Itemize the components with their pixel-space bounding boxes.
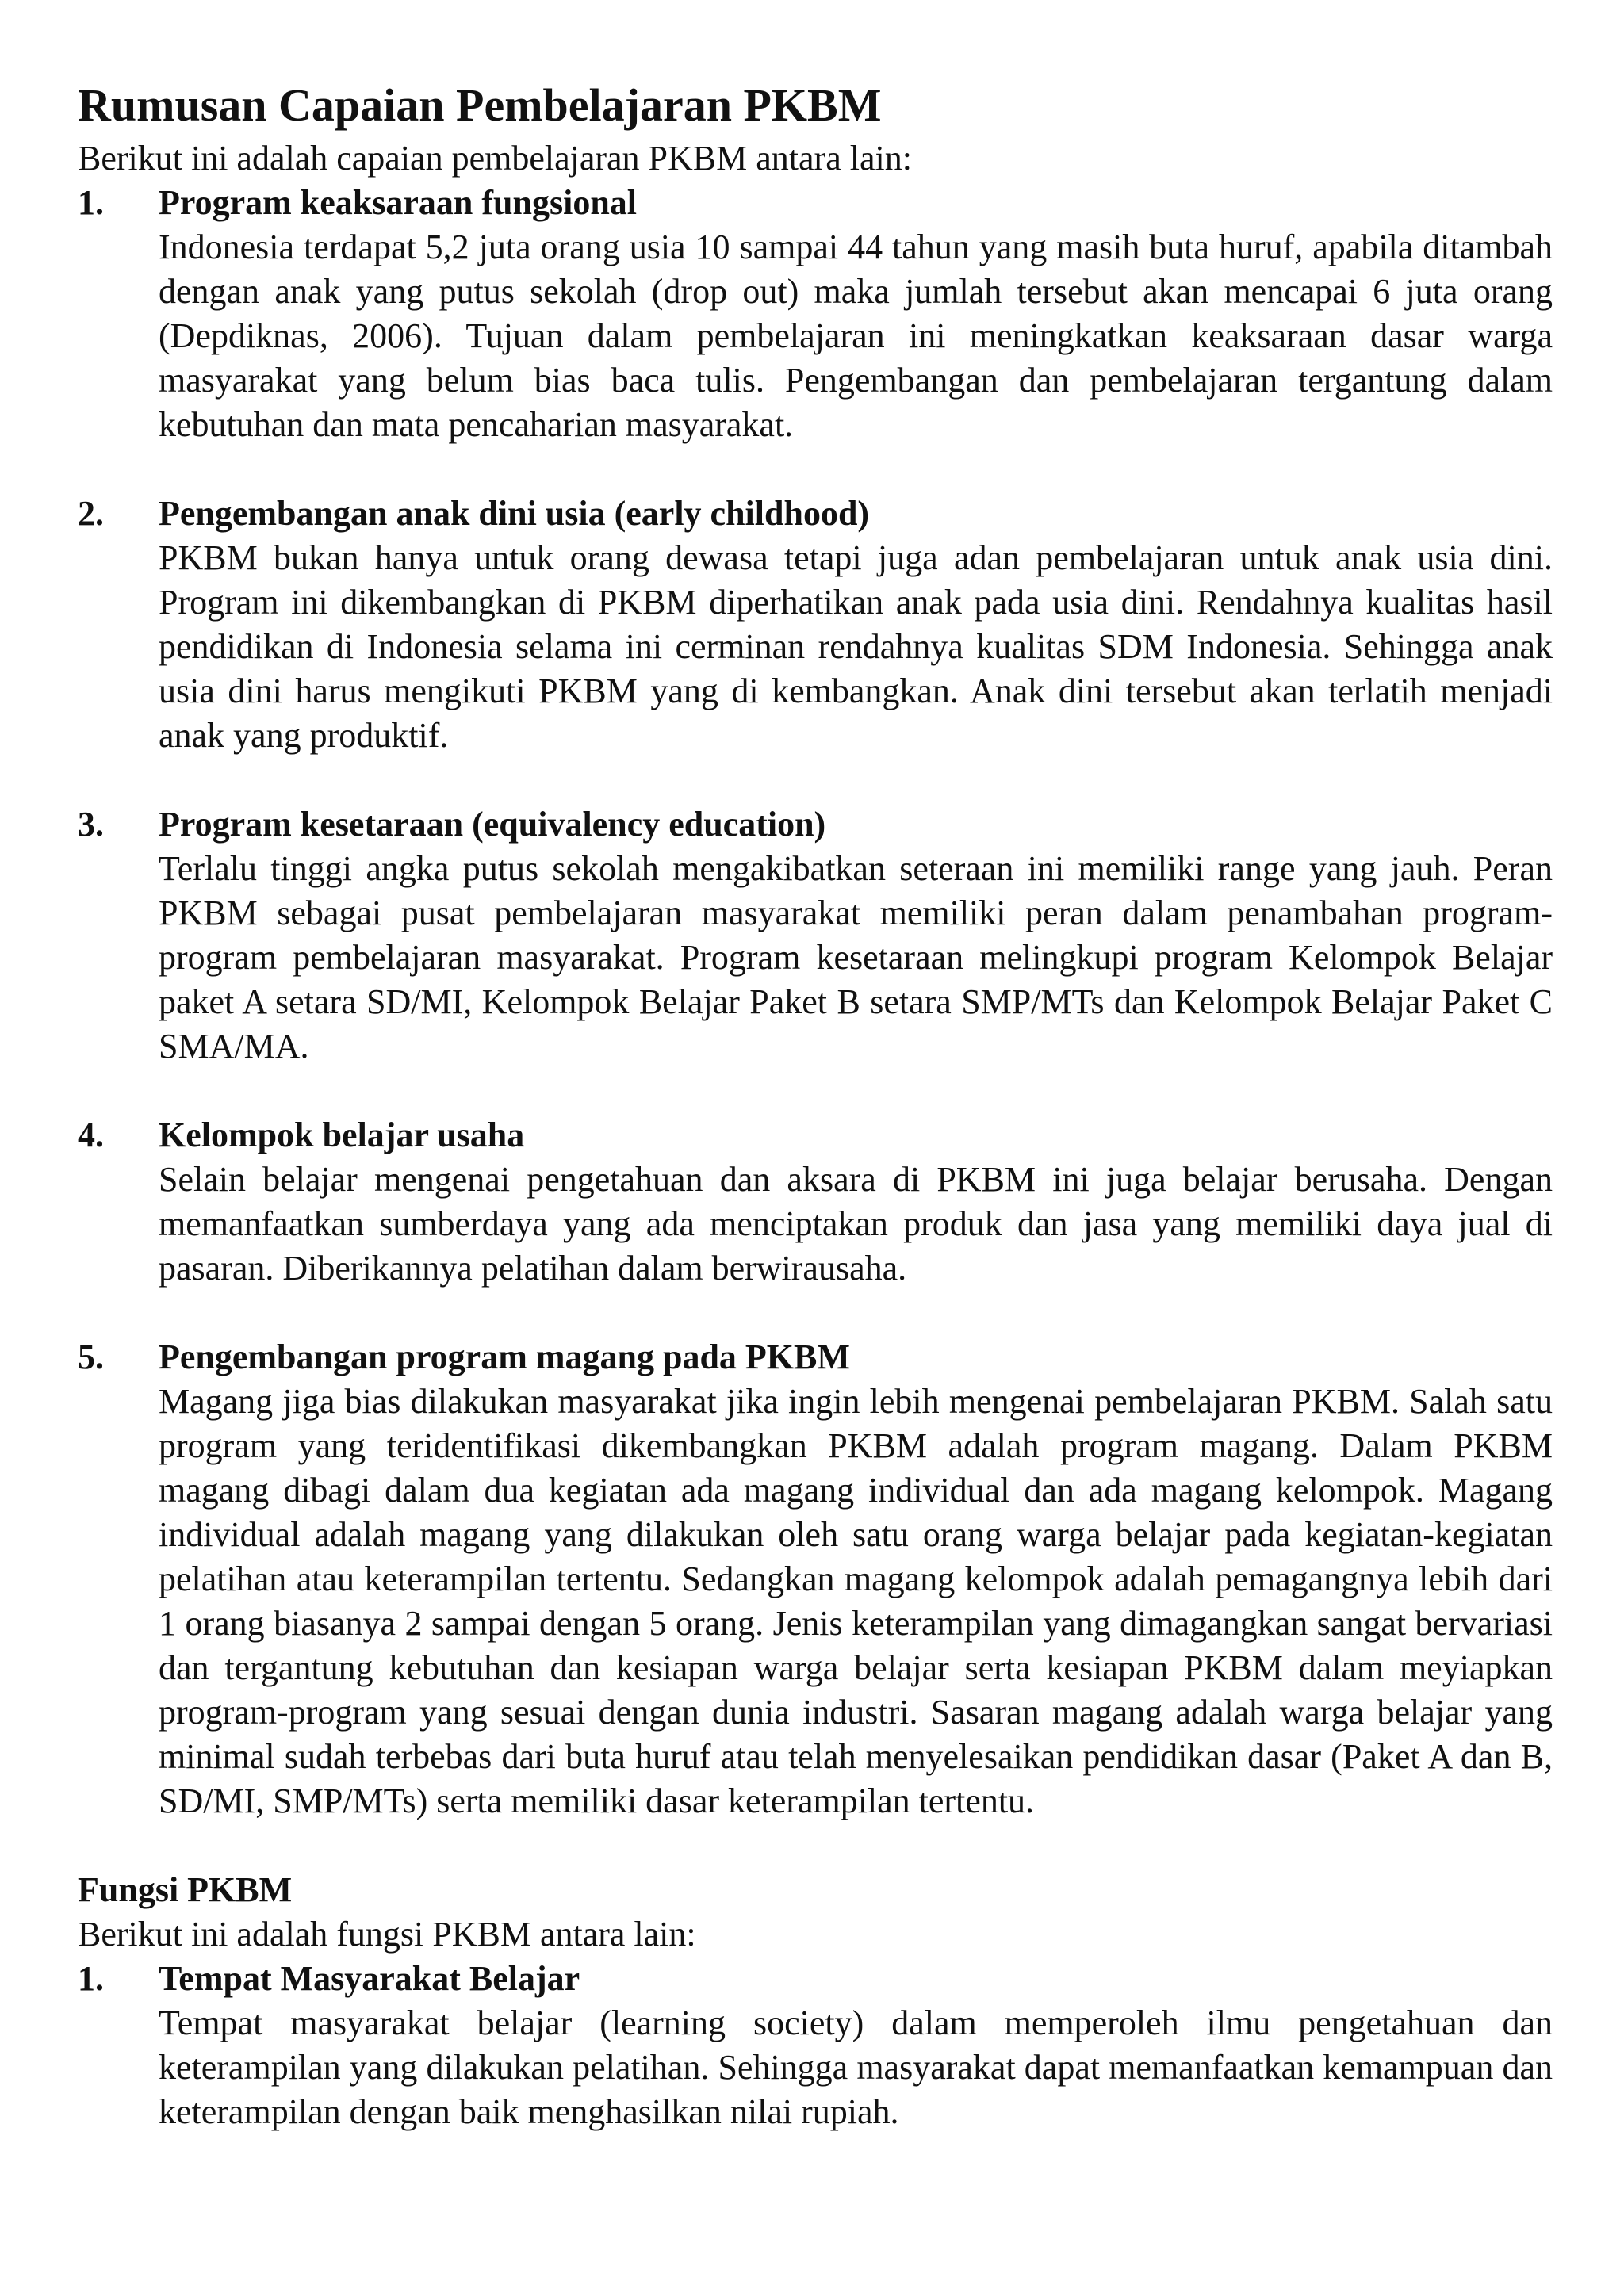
item-number: 1.: [78, 183, 104, 222]
item-heading: Program keaksaraan fungsional: [159, 183, 638, 222]
item-number: 5.: [78, 1337, 104, 1376]
item-heading: Kelompok belajar usaha: [159, 1115, 525, 1154]
item-body: Terlalu tinggi angka putus sekolah mengakibatkan seteraan ini memiliki range yang jauh. Peran PKBM sebagai pusat pembelajaran masyarakat memiliki peran dalam penambahan program-program pembelajaran masyarakat. Program kesetaraan melingkupi program Kelompok Belajar paket A setara SD/MI, Kelompok Belajar Paket B setara SMP/MTs dan Kelompok Belajar Paket C SMA/MA.: [159, 849, 1553, 1066]
item-body: Indonesia terdapat 5,2 juta orang usia 10 sampai 44 tahun yang masih buta huruf, apabila ditambah dengan anak yang putus sekolah (drop out) maka jumlah tersebut akan mencapai 6 juta orang (Depdiknas, 2006). Tujuan dalam pembelajaran ini meningkatkan keaksaraan dasar warga masyarakat yang belum bias baca tulis. Pengembangan dan pembelajaran tergantung dalam kebutuhan dan mata pencaharian masyarakat.: [159, 228, 1553, 444]
section-intro: Berikut ini adalah fungsi PKBM antara lain:: [78, 1915, 696, 1954]
item-body: Magang jiga bias dilakukan masyarakat jika ingin lebih mengenai pembelajaran PKBM. Salah satu program yang teridentifikasi dikembangkan PKBM adalah program magang. Dalam PKBM magang dibagi dalam dua kegiatan ada magang individual dan ada magang kelompok. Magang individual adalah magang yang dilakukan oleh satu orang warga belajar pada kegiatan-kegiatan pelatihan atau keterampilan tertentu. Sedangkan magang kelompok adalah pemagangnya lebih dari 1 orang biasanya 2 sampai dengan 5 orang. Jenis keterampilan yang dimagangkan sangat bervariasi dan tergantung kebutuhan dan kesiapan warga belajar serta kesiapan PKBM dalam meyiapkan program-program yang sesuai dengan dunia industri. Sasaran magang adalah warga belajar yang minimal sudah terbebas dari buta huruf atau telah menyelesaikan pendidikan dasar (Paket A dan B, SD/MI, SMP/MTs) serta memiliki dasar keterampilan tertentu.: [159, 1382, 1553, 1820]
item-number: 3.: [78, 805, 104, 844]
list-item: [78, 181, 1553, 447]
section-heading: Fungsi PKBM: [78, 1870, 293, 1909]
item-content: [159, 802, 1553, 1069]
list-item: [78, 1957, 1553, 2134]
list-item: [78, 1113, 1553, 1291]
item-number: 1.: [78, 1959, 104, 1998]
item-content: [159, 1957, 1553, 2134]
page-title: Rumusan Capaian Pembelajaran PKBM: [78, 79, 882, 131]
list-item: [78, 1335, 1553, 1823]
item-heading: Pengembangan program magang pada PKBM: [159, 1337, 850, 1376]
item-body: Tempat masyarakat belajar (learning society) dalam memperoleh ilmu pengetahuan dan keterampilan yang dilakukan pelatihan. Sehingga masyarakat dapat memanfaatkan kemampuan dan keterampilan dengan baik menghasilkan nilai rupiah.: [159, 2003, 1553, 2131]
section-intro: Berikut ini adalah capaian pembelajaran PKBM antara lain:: [78, 139, 912, 178]
item-content: [159, 1335, 1553, 1823]
list-item: [78, 802, 1553, 1069]
item-heading: Pengembangan anak dini usia (early childhood): [159, 494, 870, 533]
item-content: [159, 181, 1553, 447]
learning-outcomes-list: [78, 181, 1553, 1823]
section-spacer: [78, 1823, 1553, 1868]
item-number: 4.: [78, 1115, 104, 1154]
item-number: 2.: [78, 494, 104, 533]
functions-list: [78, 1957, 1553, 2134]
item-body: PKBM bukan hanya untuk orang dewasa tetapi juga adan pembelajaran untuk anak usia dini. Program ini dikembangkan di PKBM diperhatikan anak pada usia dini. Rendahnya kualitas hasil pendidikan di Indonesia selama ini cerminan rendahnya kualitas SDM Indonesia. Sehingga anak usia dini harus mengikuti PKBM yang di kembangkan. Anak dini tersebut akan terlatih menjadi anak yang produktif.: [159, 538, 1553, 755]
item-content: [159, 1113, 1553, 1291]
item-body: Selain belajar mengenai pengetahuan dan aksara di PKBM ini juga belajar berusaha. Dengan memanfaatkan sumberdaya yang ada menciptakan produk dan jasa yang memiliki daya jual di pasaran. Diberikannya pelatihan dalam berwirausaha.: [159, 1160, 1553, 1288]
list-item: [78, 492, 1553, 758]
item-content: [159, 492, 1553, 758]
item-heading: Program kesetaraan (equivalency education): [159, 805, 826, 844]
item-heading: Tempat Masyarakat Belajar: [159, 1959, 580, 1998]
